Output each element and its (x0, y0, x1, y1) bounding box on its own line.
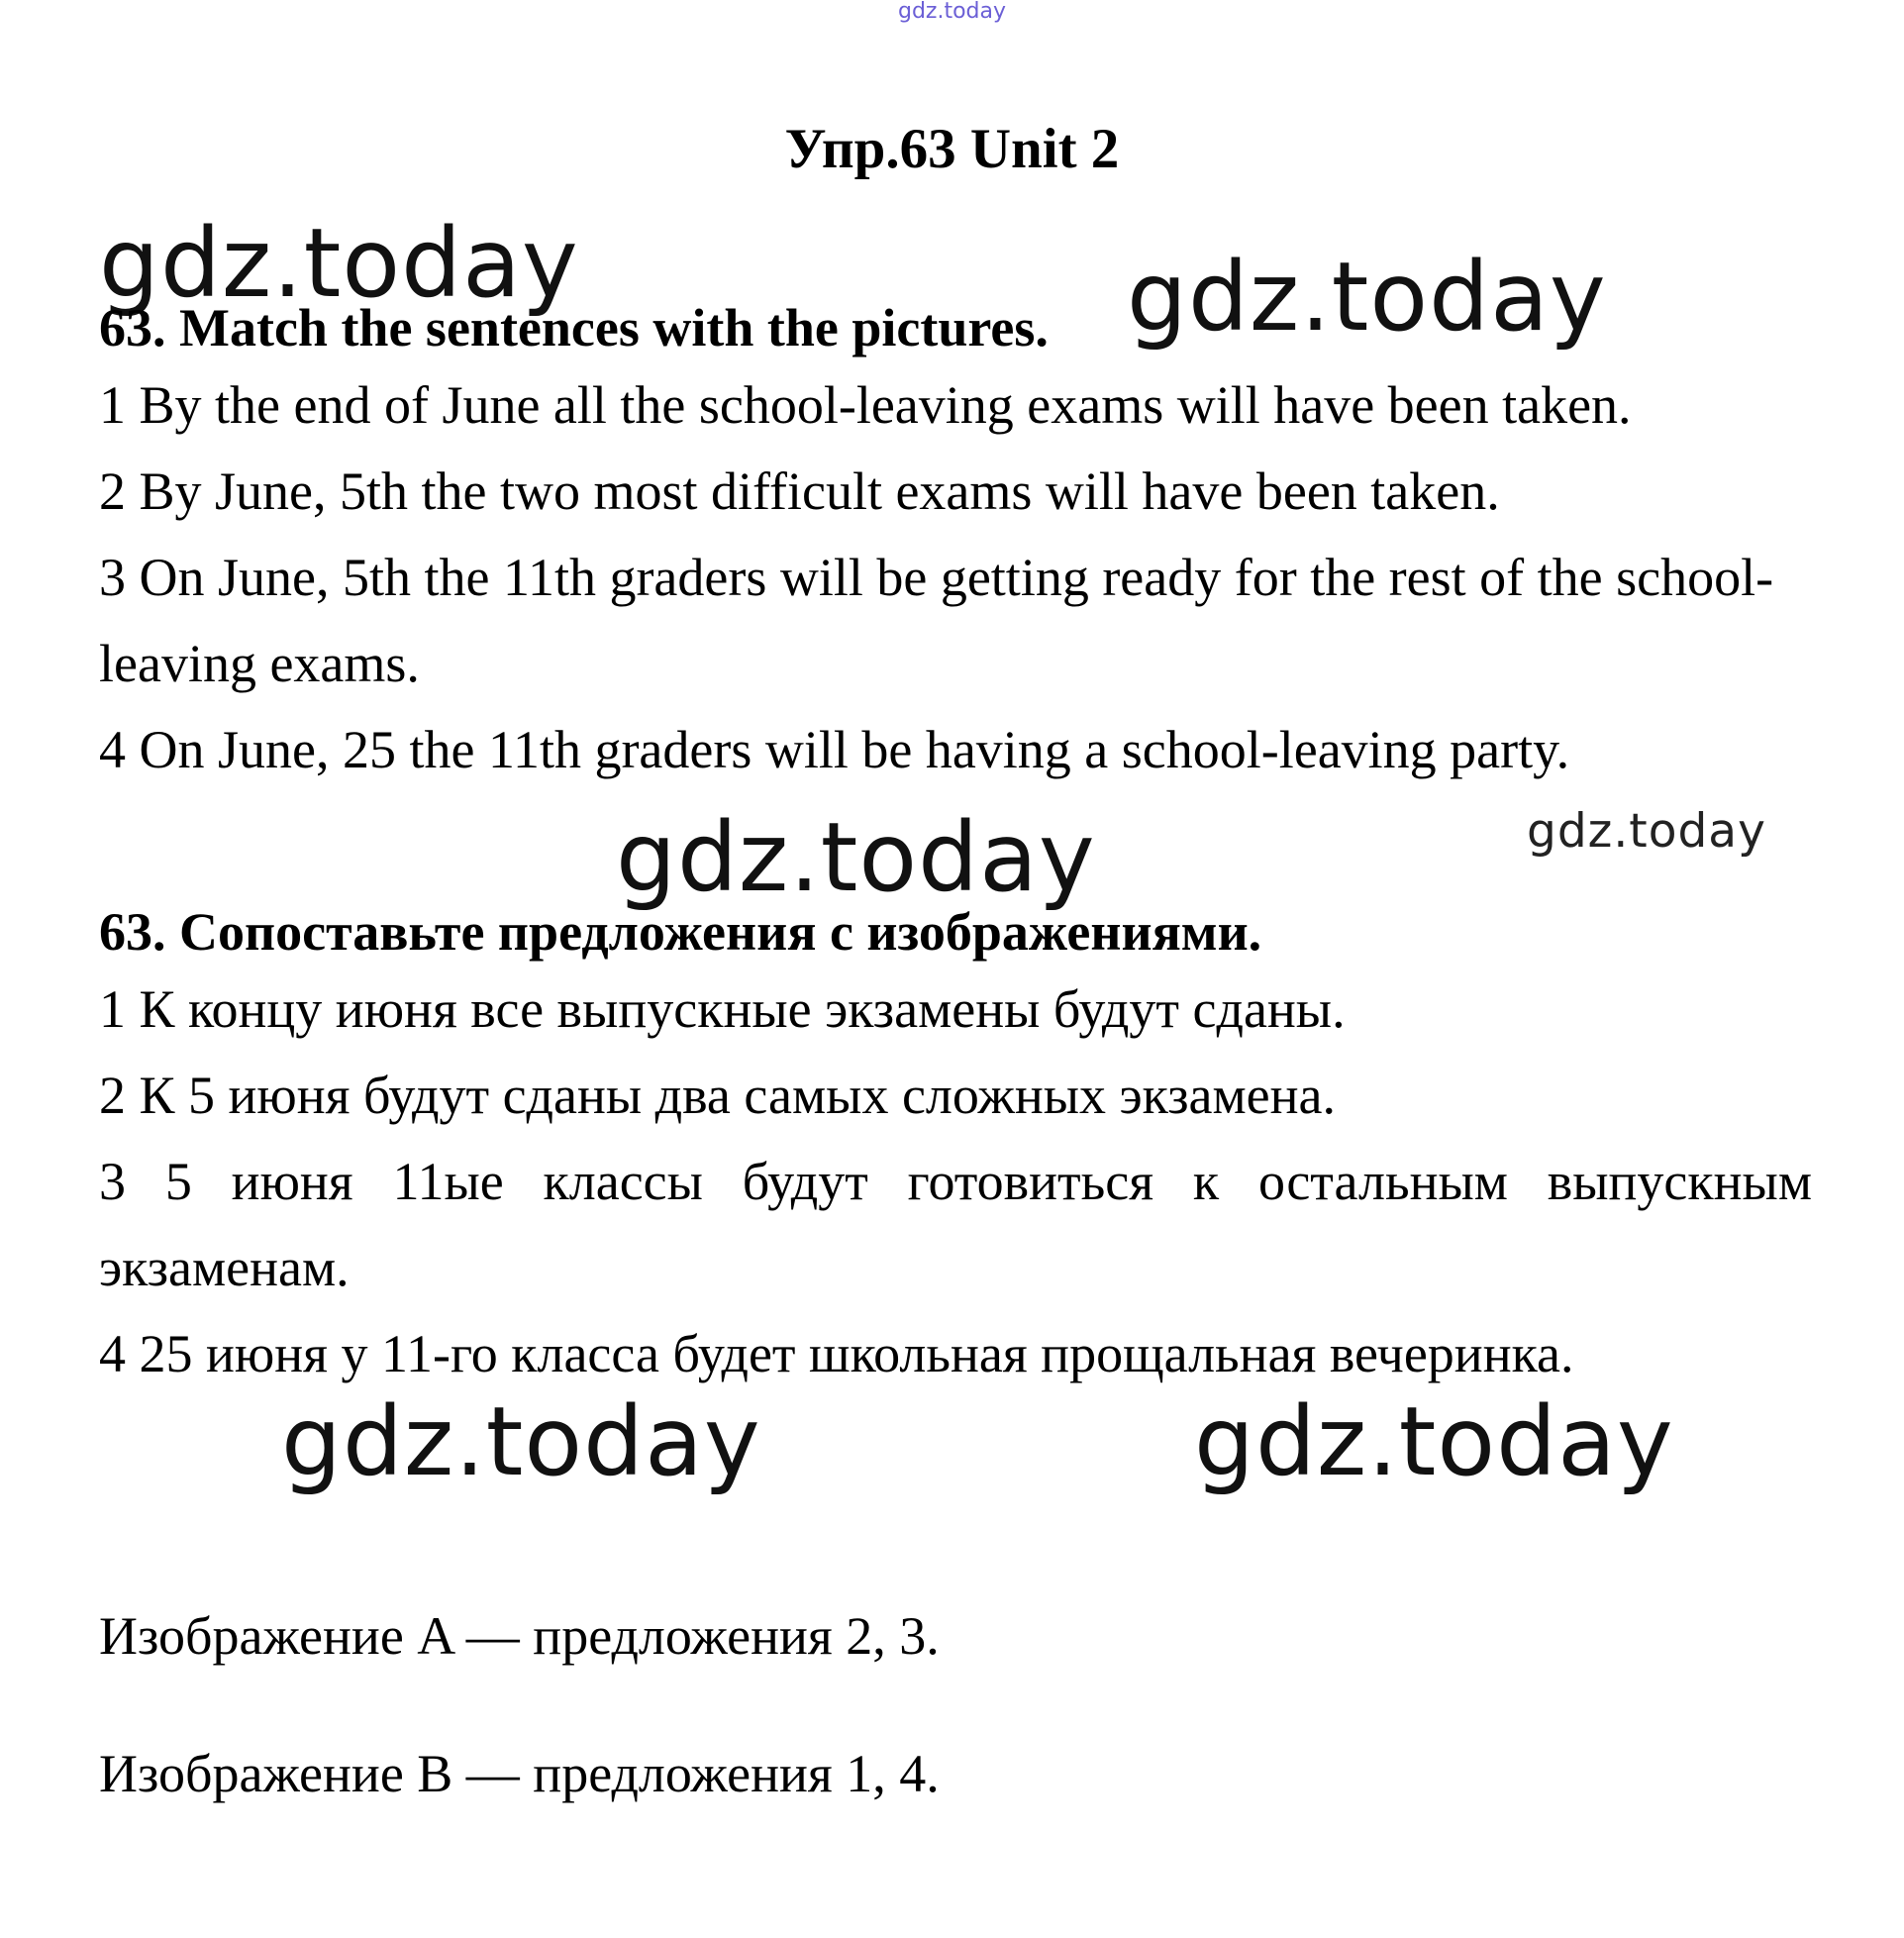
russian-sentence-4: 4 25 июня у 11-го класса будет школьная прощальная вечеринка. (99, 1324, 1574, 1383)
english-heading: 63. Match the sentences with the pictures. (99, 298, 1049, 357)
english-section (99, 293, 1812, 793)
russian-section (99, 897, 1812, 1397)
english-sentence-1: 1 By the end of June all the school-leaving exams will have been taken. (99, 375, 1632, 435)
russian-sentence-1: 1 К концу июня все выпускные экзамены будут сданы. (99, 979, 1346, 1039)
page-title: Упр.63 Unit 2 (784, 118, 1120, 180)
watermark: gdz.today (99, 208, 579, 319)
watermark: gdz.today (281, 1386, 761, 1497)
answer-picture-b: Изображение B — предложения 1, 4. (99, 1744, 940, 1803)
english-sentence-3: 3 On June, 5th the 11th graders will be getting ready for the rest of the school-leaving exams. (99, 548, 1774, 693)
answer-picture-a: Изображение A — предложения 2, 3. (99, 1606, 940, 1666)
watermark: gdz.today (1127, 242, 1607, 353)
watermark: gdz.today (1527, 804, 1766, 859)
russian-heading: 63. Сопоставьте предложения с изображениями. (99, 902, 1262, 962)
russian-sentence-2: 2 К 5 июня будут сданы два самых сложных экзамена. (99, 1066, 1337, 1125)
watermark: gdz.today (1194, 1386, 1674, 1497)
russian-sentence-3: 3 5 июня 11ые классы будут готовиться к остальным выпускным экзаменам. (99, 1152, 1812, 1297)
site-mark: gdz.today (897, 0, 1007, 24)
english-sentence-2: 2 By June, 5th the two most difficult exams will have been taken. (99, 461, 1500, 521)
english-sentence-4: 4 On June, 25 the 11th graders will be having a school-leaving party. (99, 720, 1570, 779)
watermark: gdz.today (616, 802, 1096, 913)
